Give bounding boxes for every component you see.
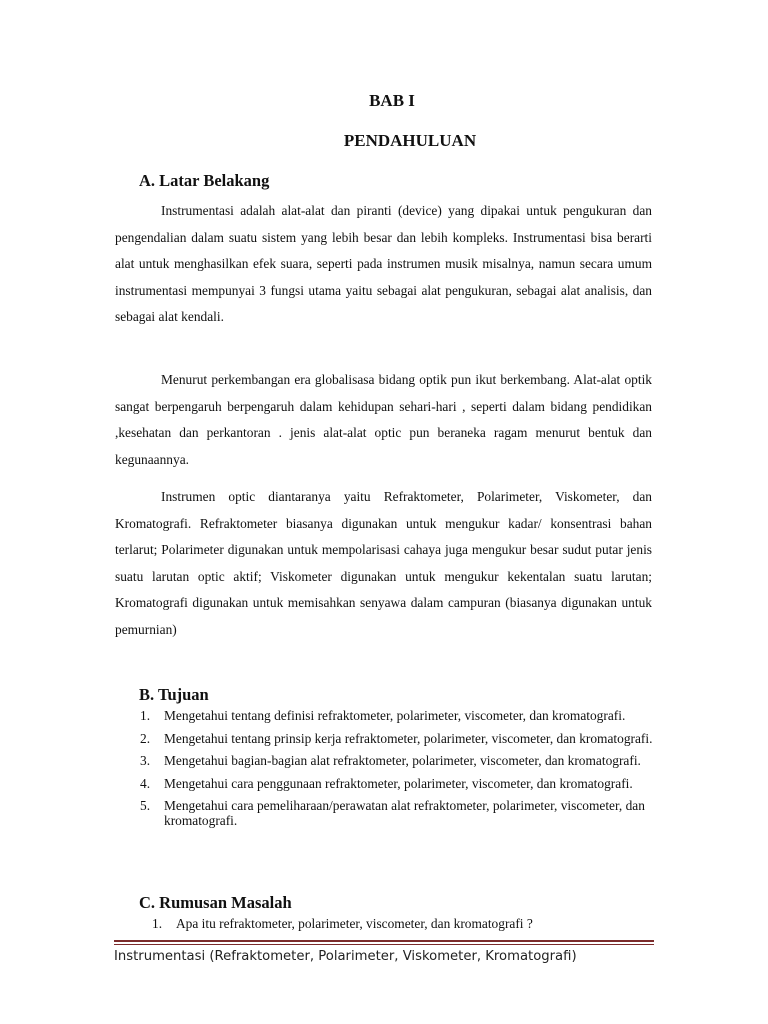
list-text: Mengetahui cara pemeliharaan/perawatan alat refraktometer, polarimeter, viscometer, dan kromatografi.	[164, 798, 645, 828]
objectives-list	[140, 708, 660, 836]
chapter-number: BAB I	[369, 91, 415, 110]
list-number: 2.	[140, 730, 151, 746]
paragraph-2: Menurut perkembangan era globalisasa bidang optik pun ikut berkembang. Alat-alat optik sangat berpengaruh berpengaruh dalam kehidupan sehari-hari , seperti dalam bidang pendidikan ,kesehatan dan perkantoran . jenis alat-alat optic pun beraneka ragam menurut bentuk dan kegunaannya.	[115, 372, 652, 467]
list-number: 3.	[140, 753, 151, 768]
list-text: Mengetahui cara penggunaan refraktometer, polarimeter, viscometer, dan kromatografi.	[164, 775, 633, 791]
list-number: 5.	[140, 798, 151, 813]
list-item	[140, 753, 660, 768]
paragraph-3: Instrumen optic diantaranya yaitu Refraktometer, Polarimeter, Viskometer, dan Kromatografi. Refraktometer biasanya digunakan untuk mengukur kadar/ konsentrasi bahan terlarut; Polarimeter digunakan untuk mempolarisasi cahaya juga mengukur besar sudut putar jenis suatu larutan optic aktif; Viskometer digunakan untuk mengukur kekentalan suatu larutan; Kromatografi digunakan untuk memisahkan senyawa dalam campuran (biasanya digunakan untuk pemurnian)	[115, 489, 652, 637]
list-text: Mengetahui bagian-bagian alat refraktometer, polarimeter, viscometer, dan kromatografi.	[164, 753, 641, 768]
section-a-heading: A. Latar Belakang	[139, 171, 270, 190]
list-item	[140, 731, 660, 746]
footer-rule-thin	[114, 944, 654, 945]
footer-rule	[114, 940, 654, 942]
paragraph-1: Instrumentasi adalah alat-alat dan piranti (device) yang dipakai untuk pengukuran dan pengendalian dalam suatu sistem yang lebih besar dan lebih kompleks. Instrumentasi bisa berarti alat untuk menghasilkan efek suara, seperti pada instrumen musik misalnya, namun secara umum instrumentasi mempunyai 3 fungsi utama yaitu sebagai alat pengukuran, sebagai alat analisis, dan sebagai alat kendali.	[115, 203, 652, 325]
list-text: Apa itu refraktometer, polarimeter, viscometer, dan kromatografi ?	[176, 916, 533, 931]
list-text: Mengetahui tentang prinsip kerja refraktometer, polarimeter, viscometer, dan kromatografi.	[164, 730, 653, 746]
chapter-title: PENDAHULUAN	[343, 131, 477, 150]
list-number: 1.	[140, 708, 151, 723]
list-number: 1.	[152, 916, 163, 931]
list-item	[140, 798, 660, 828]
list-number: 4.	[140, 775, 151, 791]
list-item	[152, 916, 672, 931]
section-c-heading: C. Rumusan Masalah	[139, 893, 292, 912]
problem-list	[152, 916, 672, 939]
list-text: Mengetahui tentang definisi refraktometer, polarimeter, viscometer, dan kromatografi.	[164, 708, 626, 723]
page-footer: Instrumentasi (Refraktometer, Polarimeter, Viskometer, Kromatografi)	[114, 949, 577, 964]
section-b-heading: B. Tujuan	[139, 685, 209, 704]
list-item	[140, 776, 660, 791]
list-item	[140, 708, 660, 723]
